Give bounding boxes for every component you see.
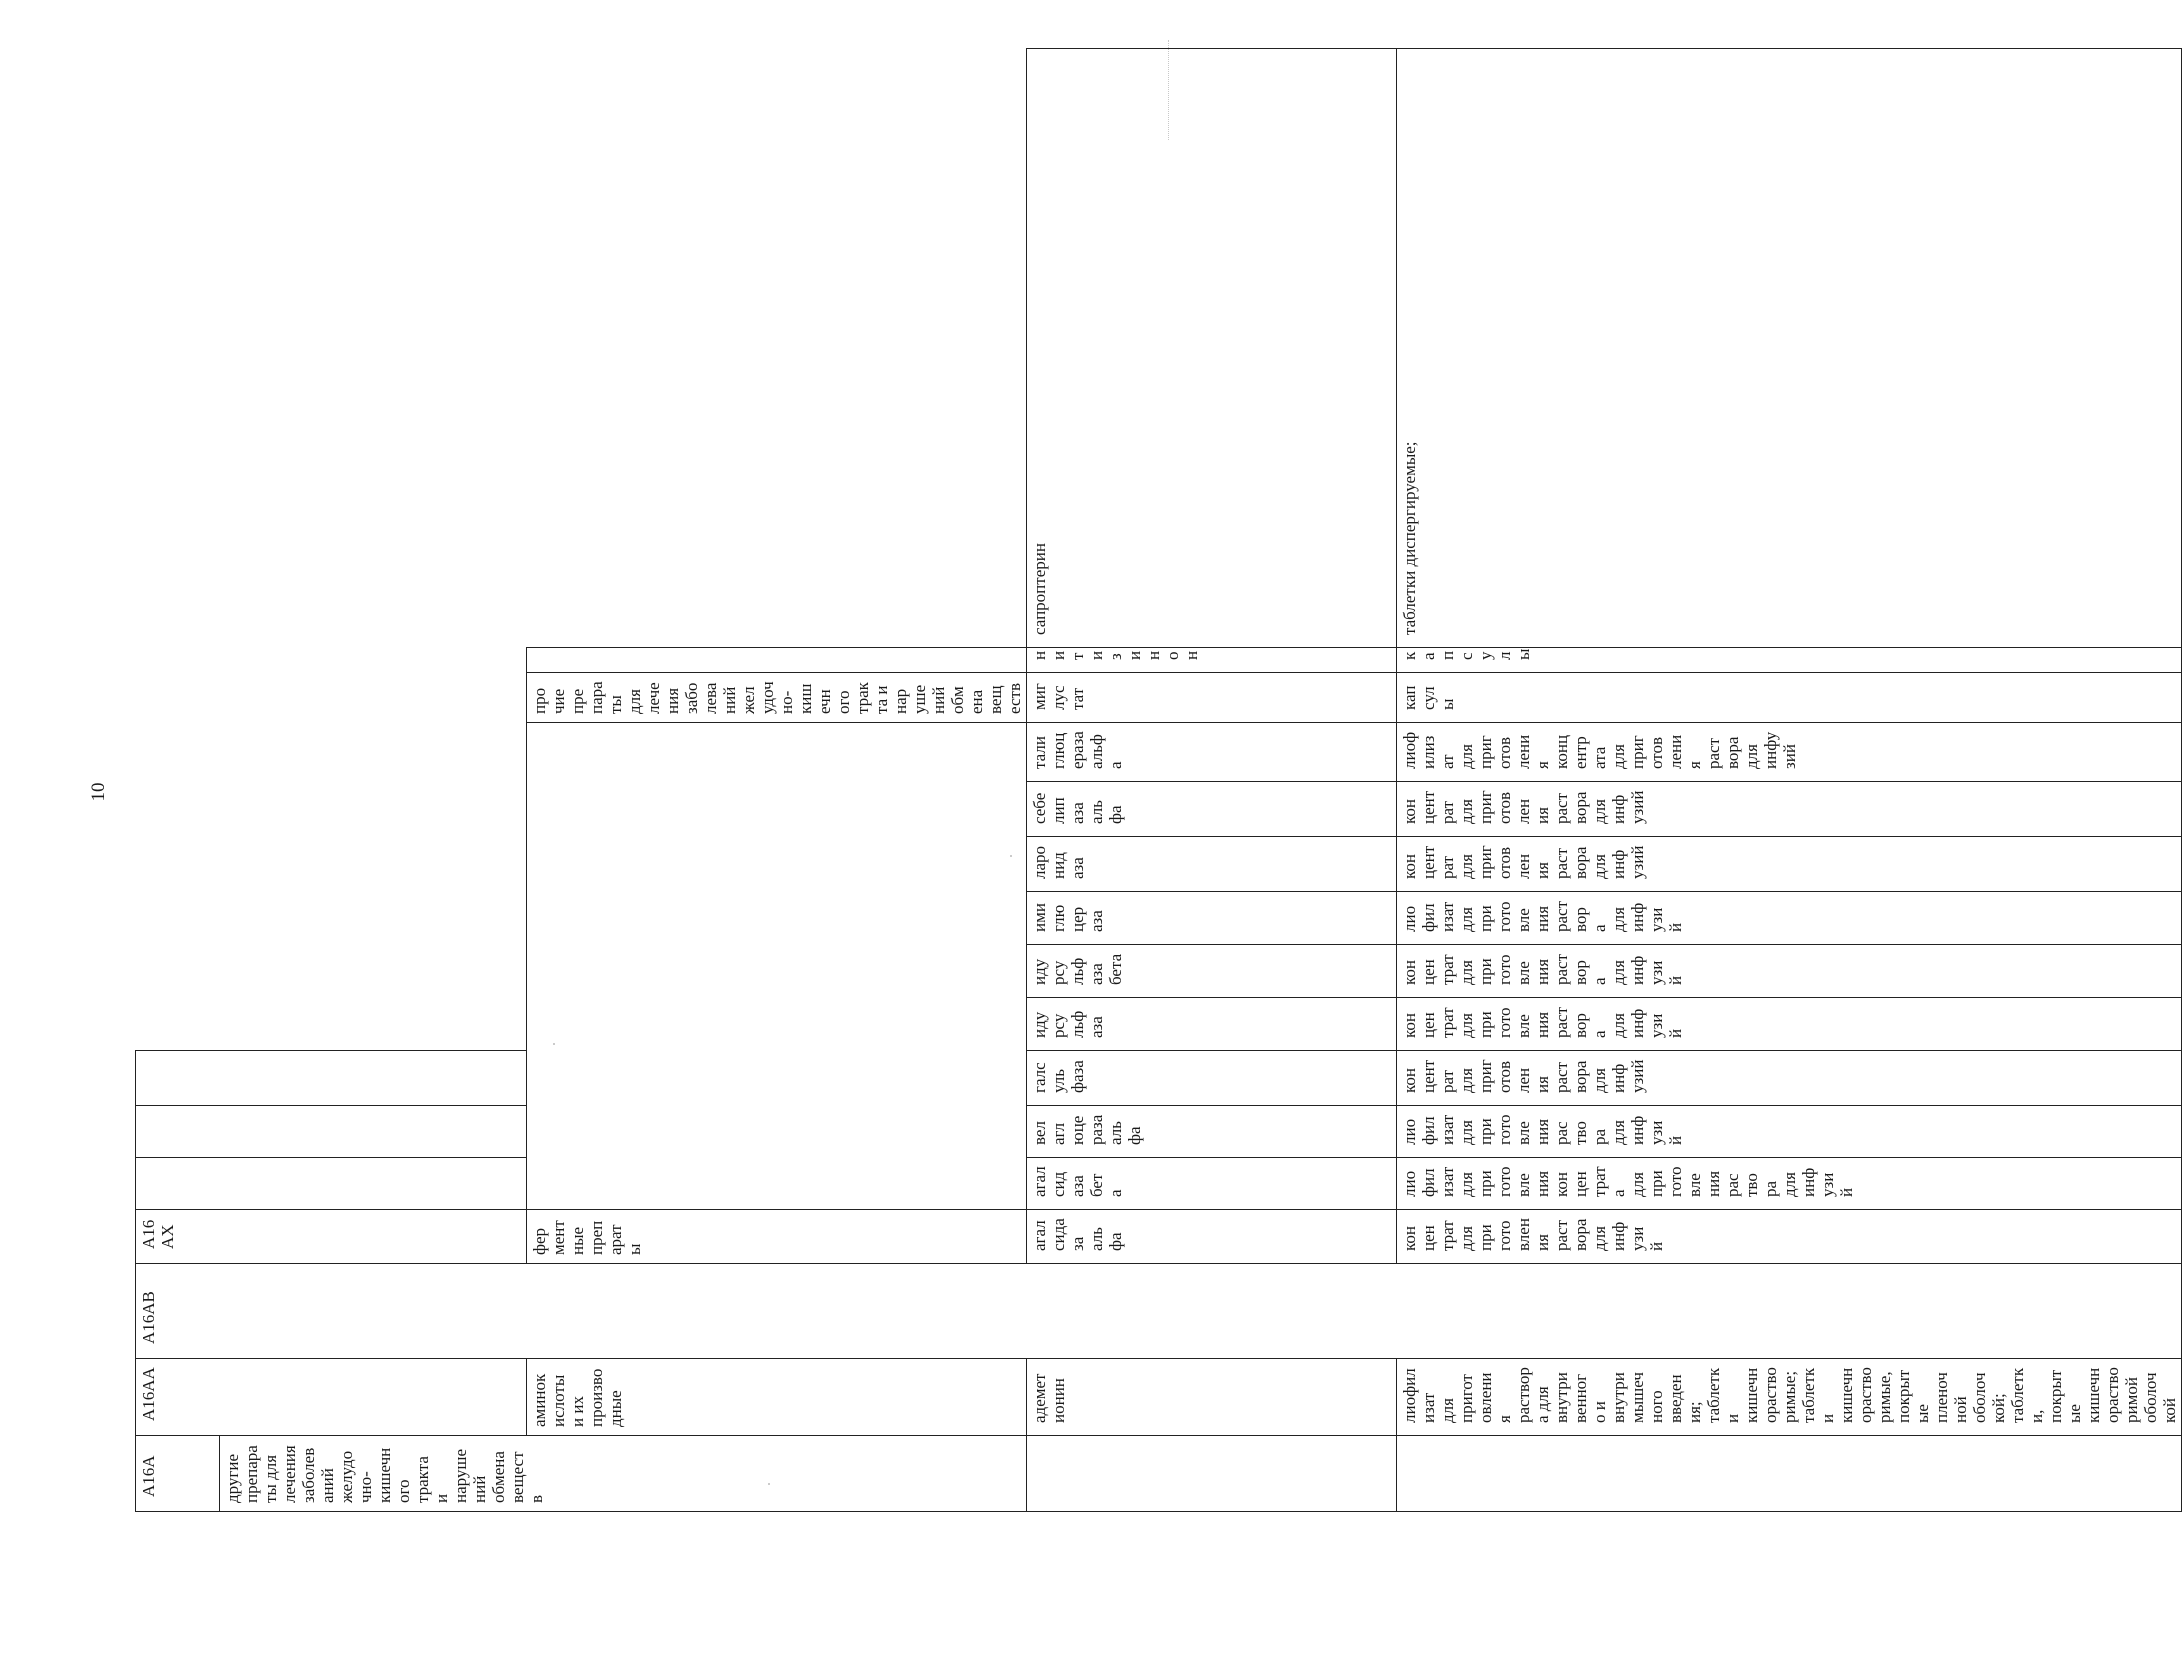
drug-name: ларонидаза <box>1027 837 1397 892</box>
dosage-form: лиофилизат для приготовления раствора для инфузий <box>1397 1106 2182 1158</box>
dosage-form: концентрат для приготовления раствора для инфузий <box>1397 945 2182 998</box>
drug-name: галсульфаза <box>1027 1051 1397 1106</box>
dosage-form: концентрат для приготовления раствора для инфузий <box>1397 1051 2182 1106</box>
drug-name: велаглюцераза альфа <box>1027 1106 1397 1158</box>
drug-name: агалсидаза бета <box>1027 1158 1397 1210</box>
dosage-form: концентрат для приготовления раствора для инфузий <box>1397 1210 2182 1264</box>
drug-name: идурсульфаза бета <box>1027 945 1397 998</box>
drug-name: агалсидаза альфа <box>1027 1210 1397 1264</box>
group-name: ферментные препараты <box>527 1210 1027 1264</box>
drug-name: адеметионин <box>1027 1359 1397 1436</box>
dosage-form: лиофилизат для приготовления раствора для внутривенного и внутримышечного введения; таблетки кишечнорастворимые; таблетки кишечнорастворимые, покрытые пленочной оболочкой; таблетки, покрытые кишечнорастворимой оболочкой <box>1397 1359 2182 1436</box>
drug-name: имиглюцераза <box>1027 892 1397 945</box>
group-name: аминокислоты и их производные <box>527 1359 1027 1436</box>
atc-code: A16AB <box>136 1264 2182 1359</box>
atc-code: A16AA <box>136 1359 527 1436</box>
table-row <box>136 49 220 1512</box>
drug-name: сапроптерин <box>1027 49 1397 648</box>
drug-name: талиглюцераза альфа <box>1027 723 1397 782</box>
dosage-form: капсулы <box>1397 648 2182 673</box>
dosage-form: таблетки диспергируемые; <box>1397 49 2182 648</box>
dosage-form: капсулы <box>1397 673 2182 723</box>
dosage-form: концентрат для приготовления раствора для инфузий <box>1397 782 2182 837</box>
drug-name: себелипаза альфа <box>1027 782 1397 837</box>
atc-code: A16A <box>136 1436 220 1512</box>
group-name: прочие препараты для лечения заболеваний желудочно-кишечного тракта и нарушений обмена веществ <box>527 673 1027 723</box>
dosage-form: концентрат для приготовления раствора для инфузий <box>1397 837 2182 892</box>
dosage-form: концентрат для приготовления раствора для инфузий <box>1397 998 2182 1051</box>
drug-name: нитизинон <box>1027 648 1397 673</box>
page-number: 10 <box>88 782 109 802</box>
dosage-form: лиофилизат для приготовления концентрата для приготовления раствора для инфузий <box>1397 723 2182 782</box>
atc-code: A16AX <box>136 1210 527 1264</box>
drug-name: миглустат <box>1027 673 1397 723</box>
group-name: другие препараты для лечения заболеваний желудочно-кишечного тракта и нарушений обмена веществ <box>220 1436 1027 1512</box>
drug-name: идурсульфаза <box>1027 998 1397 1051</box>
medication-table <box>135 48 2182 1512</box>
dosage-form: лиофилизат для приготовления концентрата для приготовления раствора для инфузий <box>1397 1158 2182 1210</box>
dosage-form: лиофилизат для приготовления раствора для инфузий <box>1397 892 2182 945</box>
